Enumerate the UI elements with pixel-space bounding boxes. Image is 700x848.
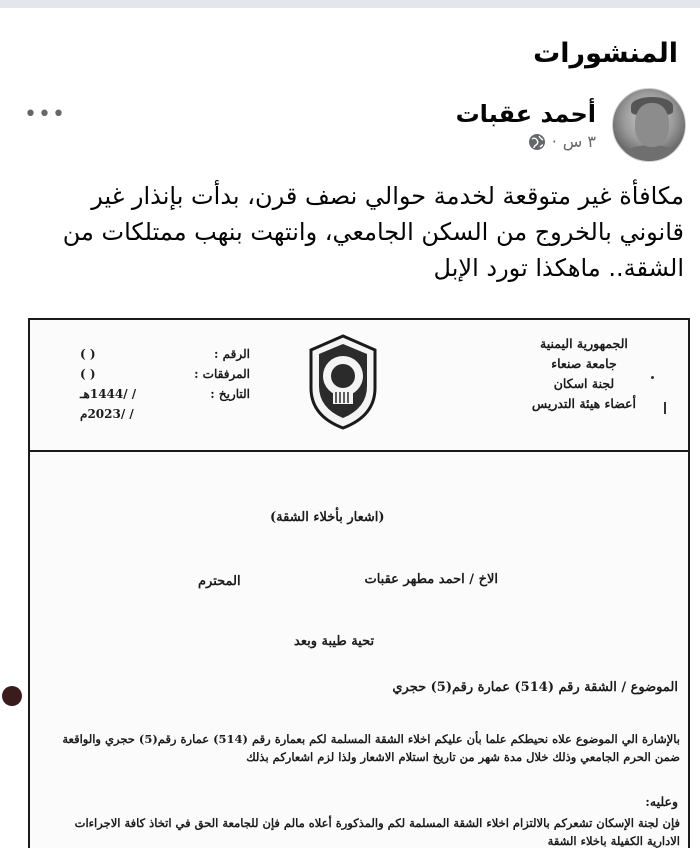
ref-date-hijri: / /1444هـ <box>80 387 137 401</box>
top-divider-bar <box>0 0 700 8</box>
ref-date-greg: / /2023م <box>80 407 134 421</box>
avatar-face <box>635 103 669 147</box>
post-text: مكافأة غير متوقعة لخدمة حوالي نصف قرن، بدأت بإنذار غير قانوني بالخروج من السكن الجامعي، وانتهت بنهب ممتلكات من الشقة.. ماهكذا تورد الإبل <box>62 182 684 282</box>
punch-hole-mark <box>2 686 22 706</box>
document-image[interactable] <box>28 318 690 848</box>
org-line: الجمهورية اليمنية <box>540 336 628 351</box>
post-meta <box>528 132 596 151</box>
ref-number-label: الرقم : <box>214 347 250 361</box>
university-seal-logo <box>305 332 381 430</box>
body-paragraph: فإن لجنة الإسكان تشعركم بالالتزام اخلاء الشقة المسلمة لكم والمذكورة أعلاه مالم فإن للجامعة الحق في اتخاذ كافة الاجراءات الادارية الكفيلة باخلاء الشقة <box>74 816 680 848</box>
org-line: أعضاء هيئة التدريس <box>531 396 636 411</box>
ref-number-value: ( ) <box>80 347 96 361</box>
document-header <box>30 320 688 452</box>
org-line: جامعة صنعاء <box>551 356 617 371</box>
avatar-shoulders <box>619 145 683 162</box>
ref-date-label: التاريخ : <box>210 387 250 401</box>
subject-line: الموضوع / الشقة رقم (514) عمارة رقم(5) حجري <box>392 680 678 695</box>
org-line: لجنة اسكان <box>553 376 615 391</box>
globe-icon[interactable] <box>528 133 546 151</box>
doc-tick-mark <box>664 402 666 414</box>
body-paragraph: بالإشارة الي الموضوع علاه نحيطكم علما بأن عليكم اخلاء الشقة المسلمة لكم بعمارة رقم (514) عمارة رقم(5) حجري والواقعة ضمن الحرم الجامعي وذلك خلال مدة شهر من تاريخ استلام الاشعار ولذا لزم اشعاركم بذلك <box>62 732 680 764</box>
body-paragraph-heading: وعليه: <box>645 794 678 809</box>
respected-label: المحترم <box>198 574 241 589</box>
more-icon[interactable]: ••• <box>24 102 66 127</box>
greeting-line: تحية طيبة وبعد <box>294 634 375 649</box>
addressee-line: الاخ / احمد مطهر عقبات <box>364 572 498 587</box>
post-header <box>0 82 700 172</box>
ref-attachments-label: المرفقات : <box>194 367 250 381</box>
meta-separator: · <box>551 132 557 151</box>
notice-title: (اشعار بأخلاء الشقة) <box>270 510 385 525</box>
org-block <box>532 334 636 414</box>
doc-dot-mark <box>651 376 654 379</box>
ref-attachments-value: ( ) <box>80 367 96 381</box>
avatar[interactable] <box>612 88 686 162</box>
section-title: المنشورات <box>533 38 678 69</box>
post-time[interactable]: ٣ س <box>562 132 596 151</box>
reference-block <box>80 344 250 424</box>
author-name[interactable]: أحمد عقبات <box>455 100 596 128</box>
